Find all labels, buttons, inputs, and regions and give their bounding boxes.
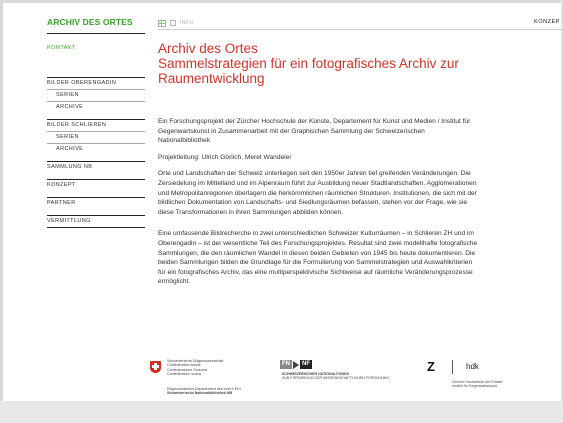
toolbar [158, 19, 194, 27]
logo-text: Confederazione Svizzera [167, 367, 208, 372]
body-paragraph: Eine umfassende Bildrecherche in zwei unterschiedlichen Schweizer Kulturräumen – in Schlieren ZH und im Oberengadin – ist der wesentliche Teil des Forschungsprojektes. Resultat sind zwei modellhafte fotografische Sammlungen, die den räumlichen Wandel in diesen beiden Gebieten von 1945 bis heute dokumentieren. Die beiden Sammlungen bilden die Grundlage für die Formulierung von Sammelstrategien und Auswahlkriterien für ein fotografisches Archiv, das eine multiperspektivische Sichtweise auf räumliche Veränderungsprozesse ermöglicht. [158, 230, 478, 286]
snf-logo[interactable] [280, 360, 420, 381]
hdk-wordmark: hdk [466, 362, 479, 371]
site-title[interactable]: ARCHIV DES ORTES [47, 17, 133, 27]
window-frame-left [0, 0, 3, 423]
logo-text: Confédération suisse [167, 363, 201, 368]
logo-text: Zürcher Hochschule der Künste [452, 380, 503, 384]
zhdk-z-logo[interactable]: Z [427, 359, 435, 374]
divider [47, 227, 145, 228]
window-frame-bottom [0, 401, 563, 423]
window-frame-top [0, 0, 563, 3]
nav-item-schlieren-archive[interactable]: ARCHIVE [56, 146, 84, 152]
arrow-right-icon [293, 361, 299, 369]
nav-item-schlieren-serien[interactable]: SERIEN [56, 134, 79, 140]
logo-text: ZUR FÖRDERUNG DER WISSENSCHAFTLICHEN FORSCHUNG [282, 376, 390, 381]
main-content [158, 41, 478, 287]
swiss-cross-icon [150, 361, 161, 373]
nav-item-oberengadin-serien[interactable]: SERIEN [56, 92, 79, 98]
snf-fn-mark: FN [282, 361, 290, 367]
partner-logos [150, 359, 563, 397]
logo-text: Institut für Gegenwartskunst [452, 384, 497, 389]
project-lead: Projektleitung: Ulrich Görlich, Meret Wandeler [158, 153, 292, 161]
nav-item-bilder-oberengadin[interactable]: BILDER OBERENGADIN [47, 80, 117, 86]
nav-section-schlieren [47, 119, 145, 155]
nav-item-partner[interactable]: PARTNER [47, 200, 76, 206]
grid-icon[interactable] [158, 20, 166, 27]
checkbox-icon[interactable] [170, 20, 176, 26]
divider [47, 33, 145, 34]
title-line: Archiv des Ortes [158, 41, 258, 56]
sidebar [47, 17, 145, 228]
nav-item-bilder-schlieren[interactable]: BILDER SCHLIEREN [47, 122, 107, 128]
nav-item-sammlung-nb[interactable]: SAMMLUNG NB [47, 164, 93, 170]
nav-item-oberengadin-archive[interactable]: ARCHIVE [56, 104, 84, 110]
page-title [158, 41, 478, 86]
body-paragraph: Orte und Landschaften der Schweiz unterliegen seit den 1950er Jahren tief greifenden Veränderungen. Die Zersiedelung im Mittelland und im Alpenraum führt zur Ausbildung neuer Stadtlandschaften. Agglomerationen und Metropolitanregionen überlagern die herkömmlichen räumlichen Strukturen. Institutionen, die sich mit der bildlichen Dokumentation von Landschafts- und Siedlungsräumen befassen, stehen vor der Frage, wie sie diese Transformationen in ihren Sammlungen abbilden können. [158, 170, 477, 216]
kontakt-link[interactable]: KONTAKT [47, 45, 76, 51]
logo-text: Schweizerische Nationalbibliothek NB [167, 391, 233, 396]
title-line: Raumentwicklung [158, 71, 265, 86]
title-line: Sammelstrategien für ein fotografisches Archiv zur [158, 56, 459, 71]
divider [158, 29, 563, 30]
logo-text: Schweizerische Eidgenossenschaft [167, 359, 224, 363]
logo-text: Eidgenössisches Departement des Innern EDI [167, 387, 241, 391]
nav-item-konzept[interactable]: KONZEPT [47, 182, 76, 188]
snf-nf-mark: NF [302, 361, 310, 367]
nav-section-oberengadin [47, 77, 145, 113]
nav-item-vermittlung[interactable]: VERMITTLUNG [47, 218, 91, 224]
intro-paragraph: Ein Forschungsprojekt der Zürcher Hochschule der Künste, Departement für Kunst und Medien / Institut für Gegenwartskunst in Zusammenarbeit mit der Graphischen Sammlung der Schweizerischen Nationalbibliothek [158, 118, 471, 145]
hdk-mark-icon [452, 360, 465, 374]
logo-text: SCHWEIZERISCHER NATIONALFONDS [282, 372, 350, 376]
logo-text: Confederaziun svizra [167, 372, 201, 377]
konzept-top-link[interactable]: KONZEP [533, 19, 560, 25]
info-link[interactable]: INFO [180, 20, 194, 26]
